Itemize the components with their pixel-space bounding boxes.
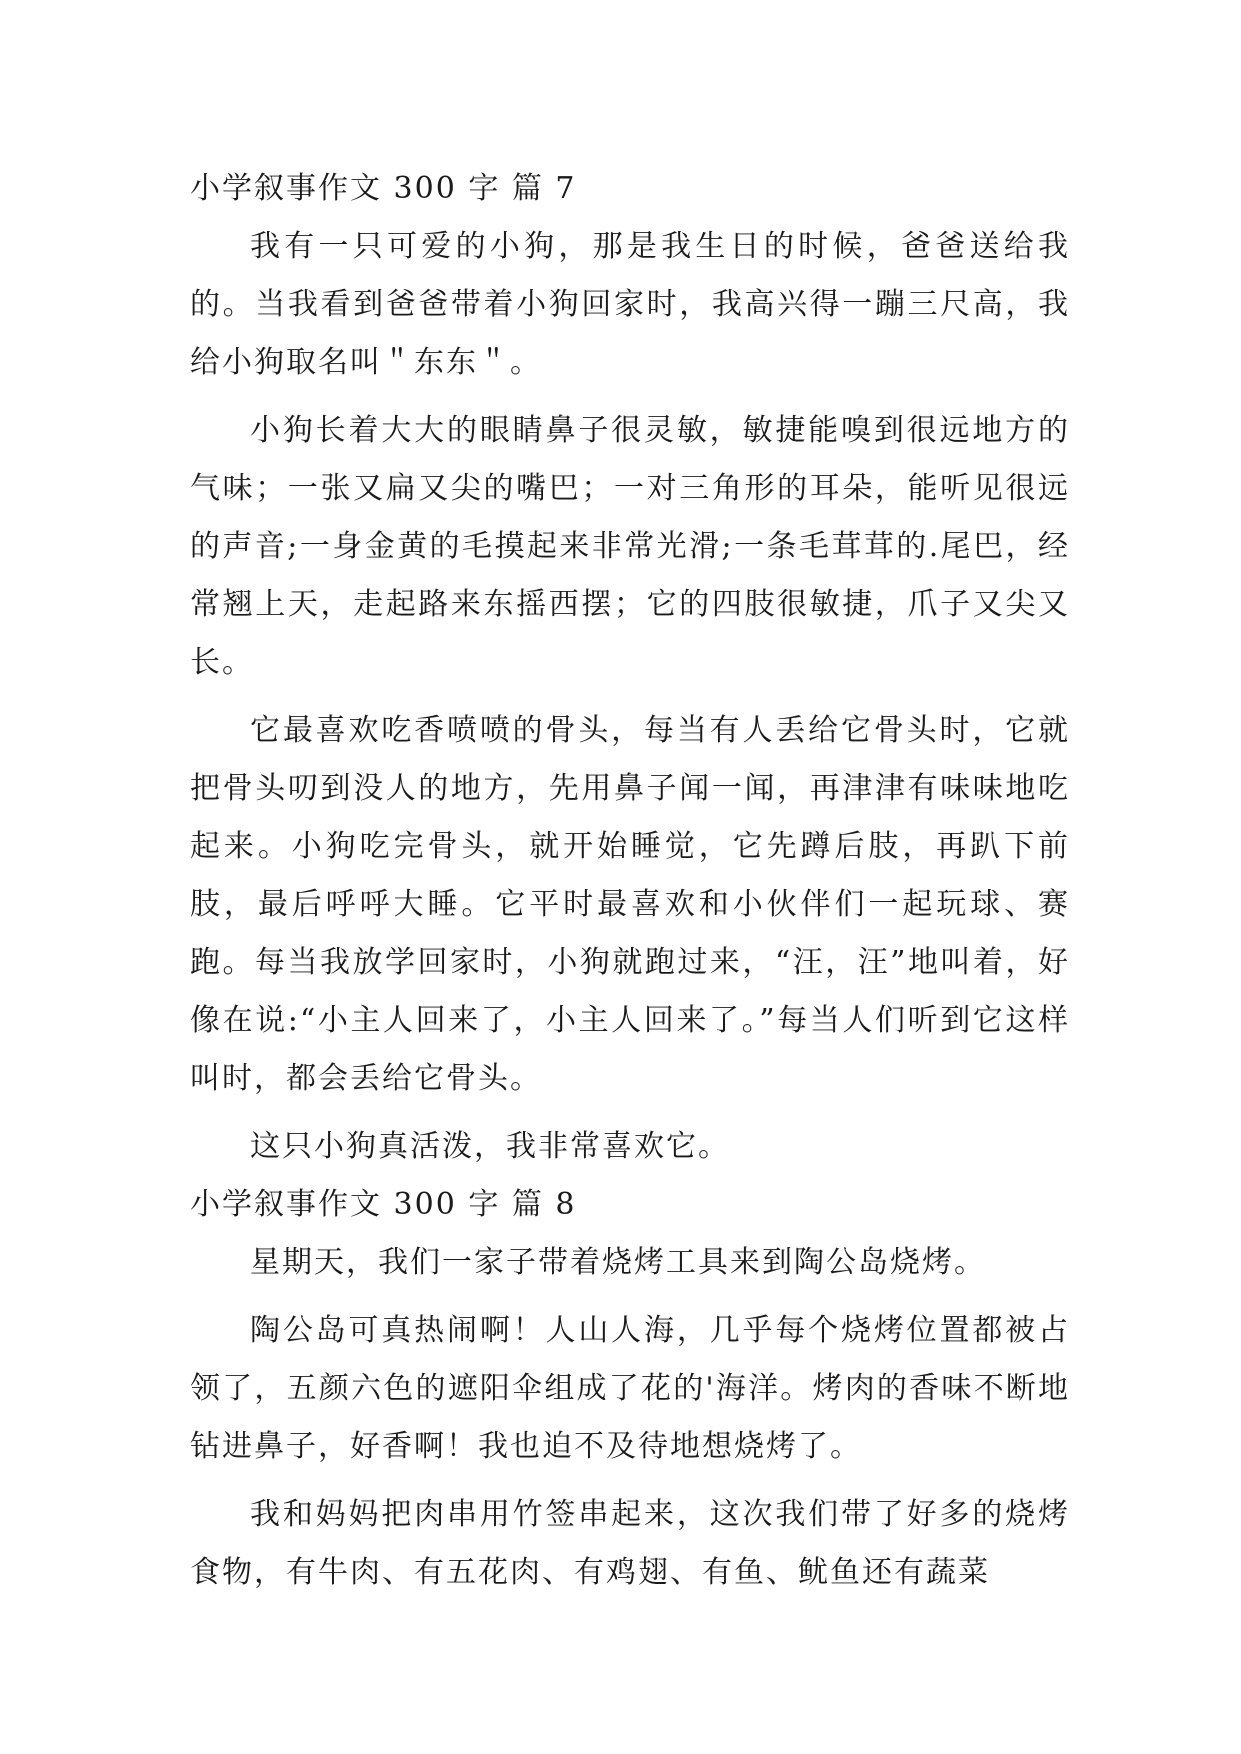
- article-body: [190, 160, 1070, 1612]
- paragraph: 陶公岛可真热闹啊！人山人海，几乎每个烧烤位置都被占领了，五颜六色的遮阳伞组成了花的'海洋。烤肉的香味不断地钻进鼻子，好香啊！我也迫不及待地想烧烤了。: [190, 1313, 1070, 1464]
- paragraph: 我有一只可爱的小狗，那是我生日的时候，爸爸送给我的。当我看到爸爸带着小狗回家时，我高兴得一蹦三尺高，我给小狗取名叫＂东东＂。: [190, 229, 1070, 380]
- paragraph: 它最喜欢吃香喷喷的骨头，每当有人丢给它骨头时，它就把骨头叨到没人的地方，先用鼻子闻一闻，再津津有味味地吃起来。小狗吃完骨头，就开始睡觉，它先蹲后肢，再趴下前肢，最后呼呼大睡。它平时最喜欢和小伙伴们一起玩球、赛跑。每当我放学回家时，小狗就跑过来，“汪，汪”地叫着，好像在说:“小主人回来了，小主人回来了。”每当人们听到它这样叫时，都会丢给它骨头。: [190, 713, 1070, 1096]
- section-heading-8: 小学叙事作文 300 字 篇 8: [190, 1187, 577, 1222]
- paragraph: 小狗长着大大的眼睛鼻子很灵敏，敏捷能嗅到很远地方的气味；一张又扁又尖的嘴巴；一对三角形的耳朵，能听见很远的声音;一身金黄的毛摸起来非常光滑;一条毛茸茸的.尾巴，经常翘上天，走起路来东摇西摆；它的四肢很敏捷，爪子又尖又长。: [190, 413, 1070, 680]
- paragraph: 星期天，我们一家子带着烧烤工具来到陶公岛烧烤。: [250, 1245, 986, 1280]
- paragraph: 我和妈妈把肉串用竹签串起来，这次我们带了好多的烧烤食物，有牛肉、有五花肉、有鸡翅、有鱼、鱿鱼还有蔬菜: [190, 1497, 1070, 1590]
- section-heading-7: 小学叙事作文 300 字 篇 7: [190, 171, 577, 206]
- paragraph: 这只小狗真活泼，我非常喜欢它。: [250, 1129, 730, 1164]
